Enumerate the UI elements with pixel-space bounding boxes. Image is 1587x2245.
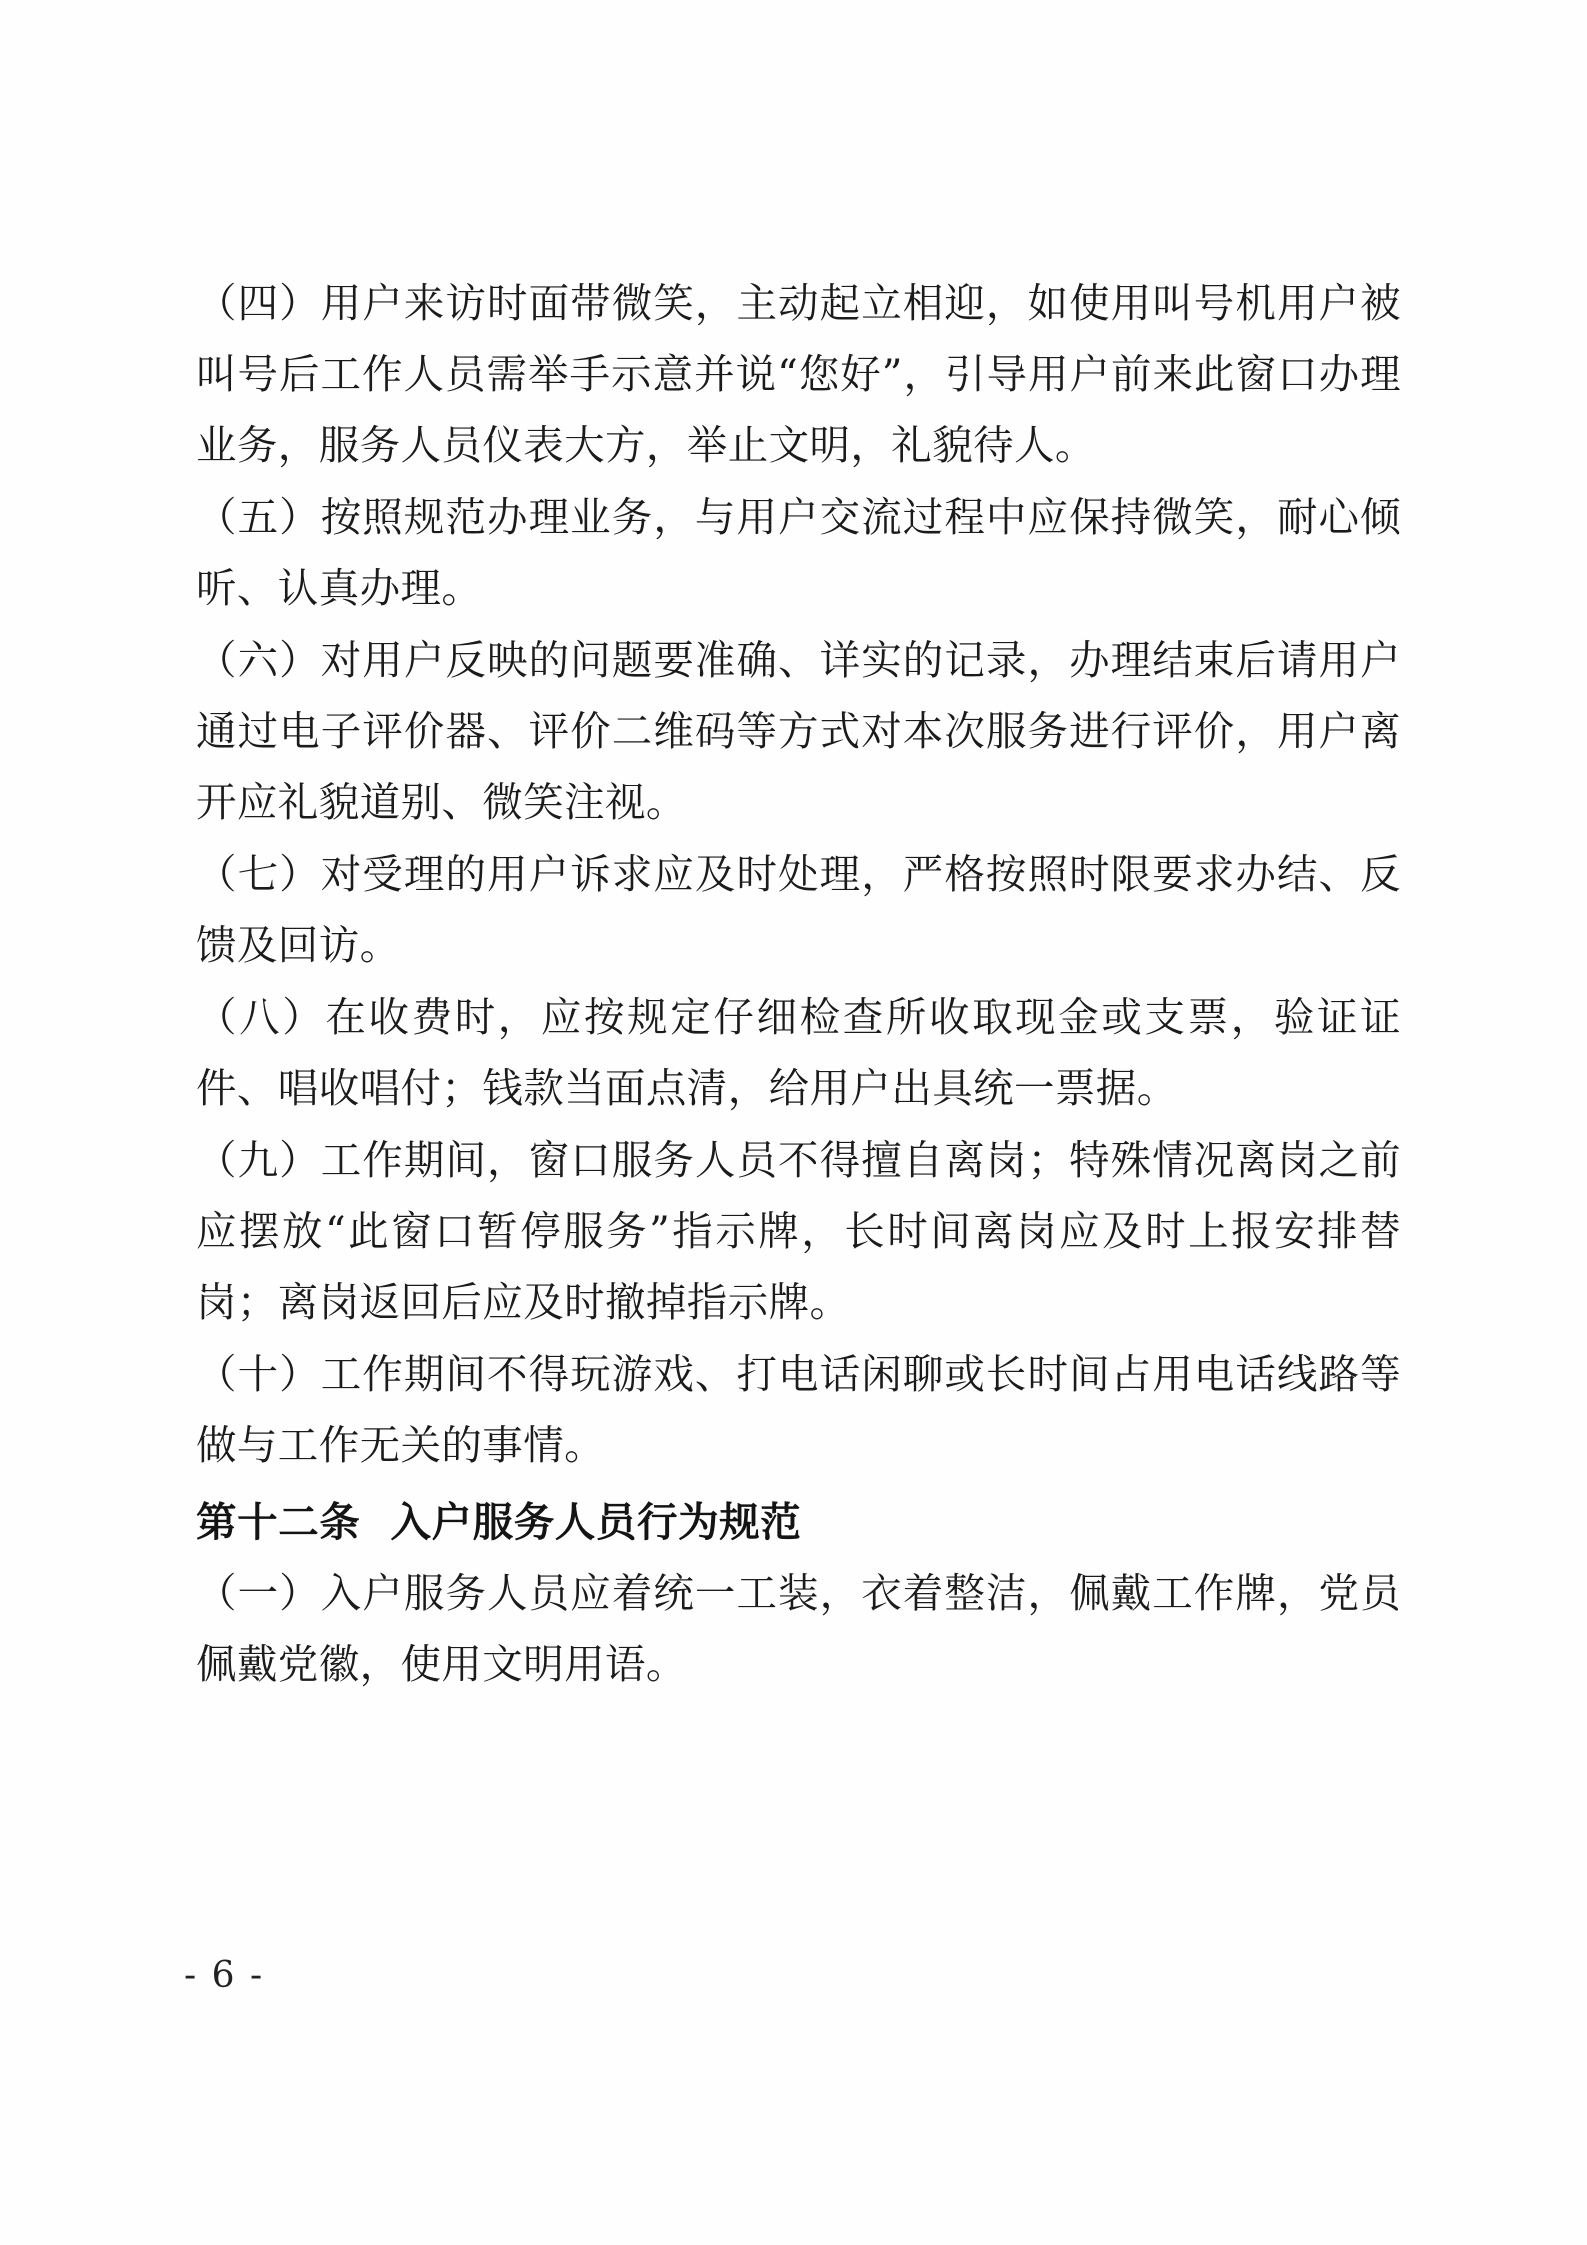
paragraph-item-6: （六）对用户反映的问题要准确、详实的记录，办理结束后请用户通过电子评价器、评价二维码等方式对本次服务进行评价，用户离开应礼貌道别、微笑注视。 [196, 636, 1401, 826]
paragraph-section-item-1: （一）入户服务人员应着统一工装，衣着整洁，佩戴工作牌，党员佩戴党徽，使用文明用语。 [196, 1569, 1401, 1688]
paragraph-item-8: （八）在收费时，应按规定仔细检查所收取现金或支票，验证证件、唱收唱付；钱款当面点清，给用户出具统一票据。 [196, 993, 1401, 1112]
paragraph-item-7: （七）对受理的用户诉求应及时处理，严格按照时限要求办结、反馈及回访。 [196, 850, 1401, 969]
paragraph-item-9: （九）工作期间，窗口服务人员不得擅自离岗；特殊情况离岗之前应摆放“此窗口暂停服务”指示牌，长时间离岗应及时上报安排替岗；离岗返回后应及时撤掉指示牌。 [196, 1136, 1401, 1326]
page-number: - 6 - [184, 1955, 265, 1996]
section-term-title: 入户服务人员行为规范 [390, 1498, 802, 1546]
paragraph-item-10: （十）工作期间不得玩游戏、打电话闲聊或长时间占用电话线路等做与工作无关的事情。 [196, 1350, 1401, 1469]
page-body [196, 268, 1401, 1701]
paragraph-item-4: （四）用户来访时面带微笑，主动起立相迎，如使用叫号机用户被叫号后工作人员需举手示意并说“您好”，引导用户前来此窗口办理业务，服务人员仪表大方，举止文明，礼貌待人。 [196, 279, 1401, 469]
section-heading [196, 1487, 1401, 1558]
section-term-label: 第十二条 [196, 1498, 361, 1546]
paragraph-item-5: （五）按照规范办理业务，与用户交流过程中应保持微笑，耐心倾听、认真办理。 [196, 493, 1401, 612]
